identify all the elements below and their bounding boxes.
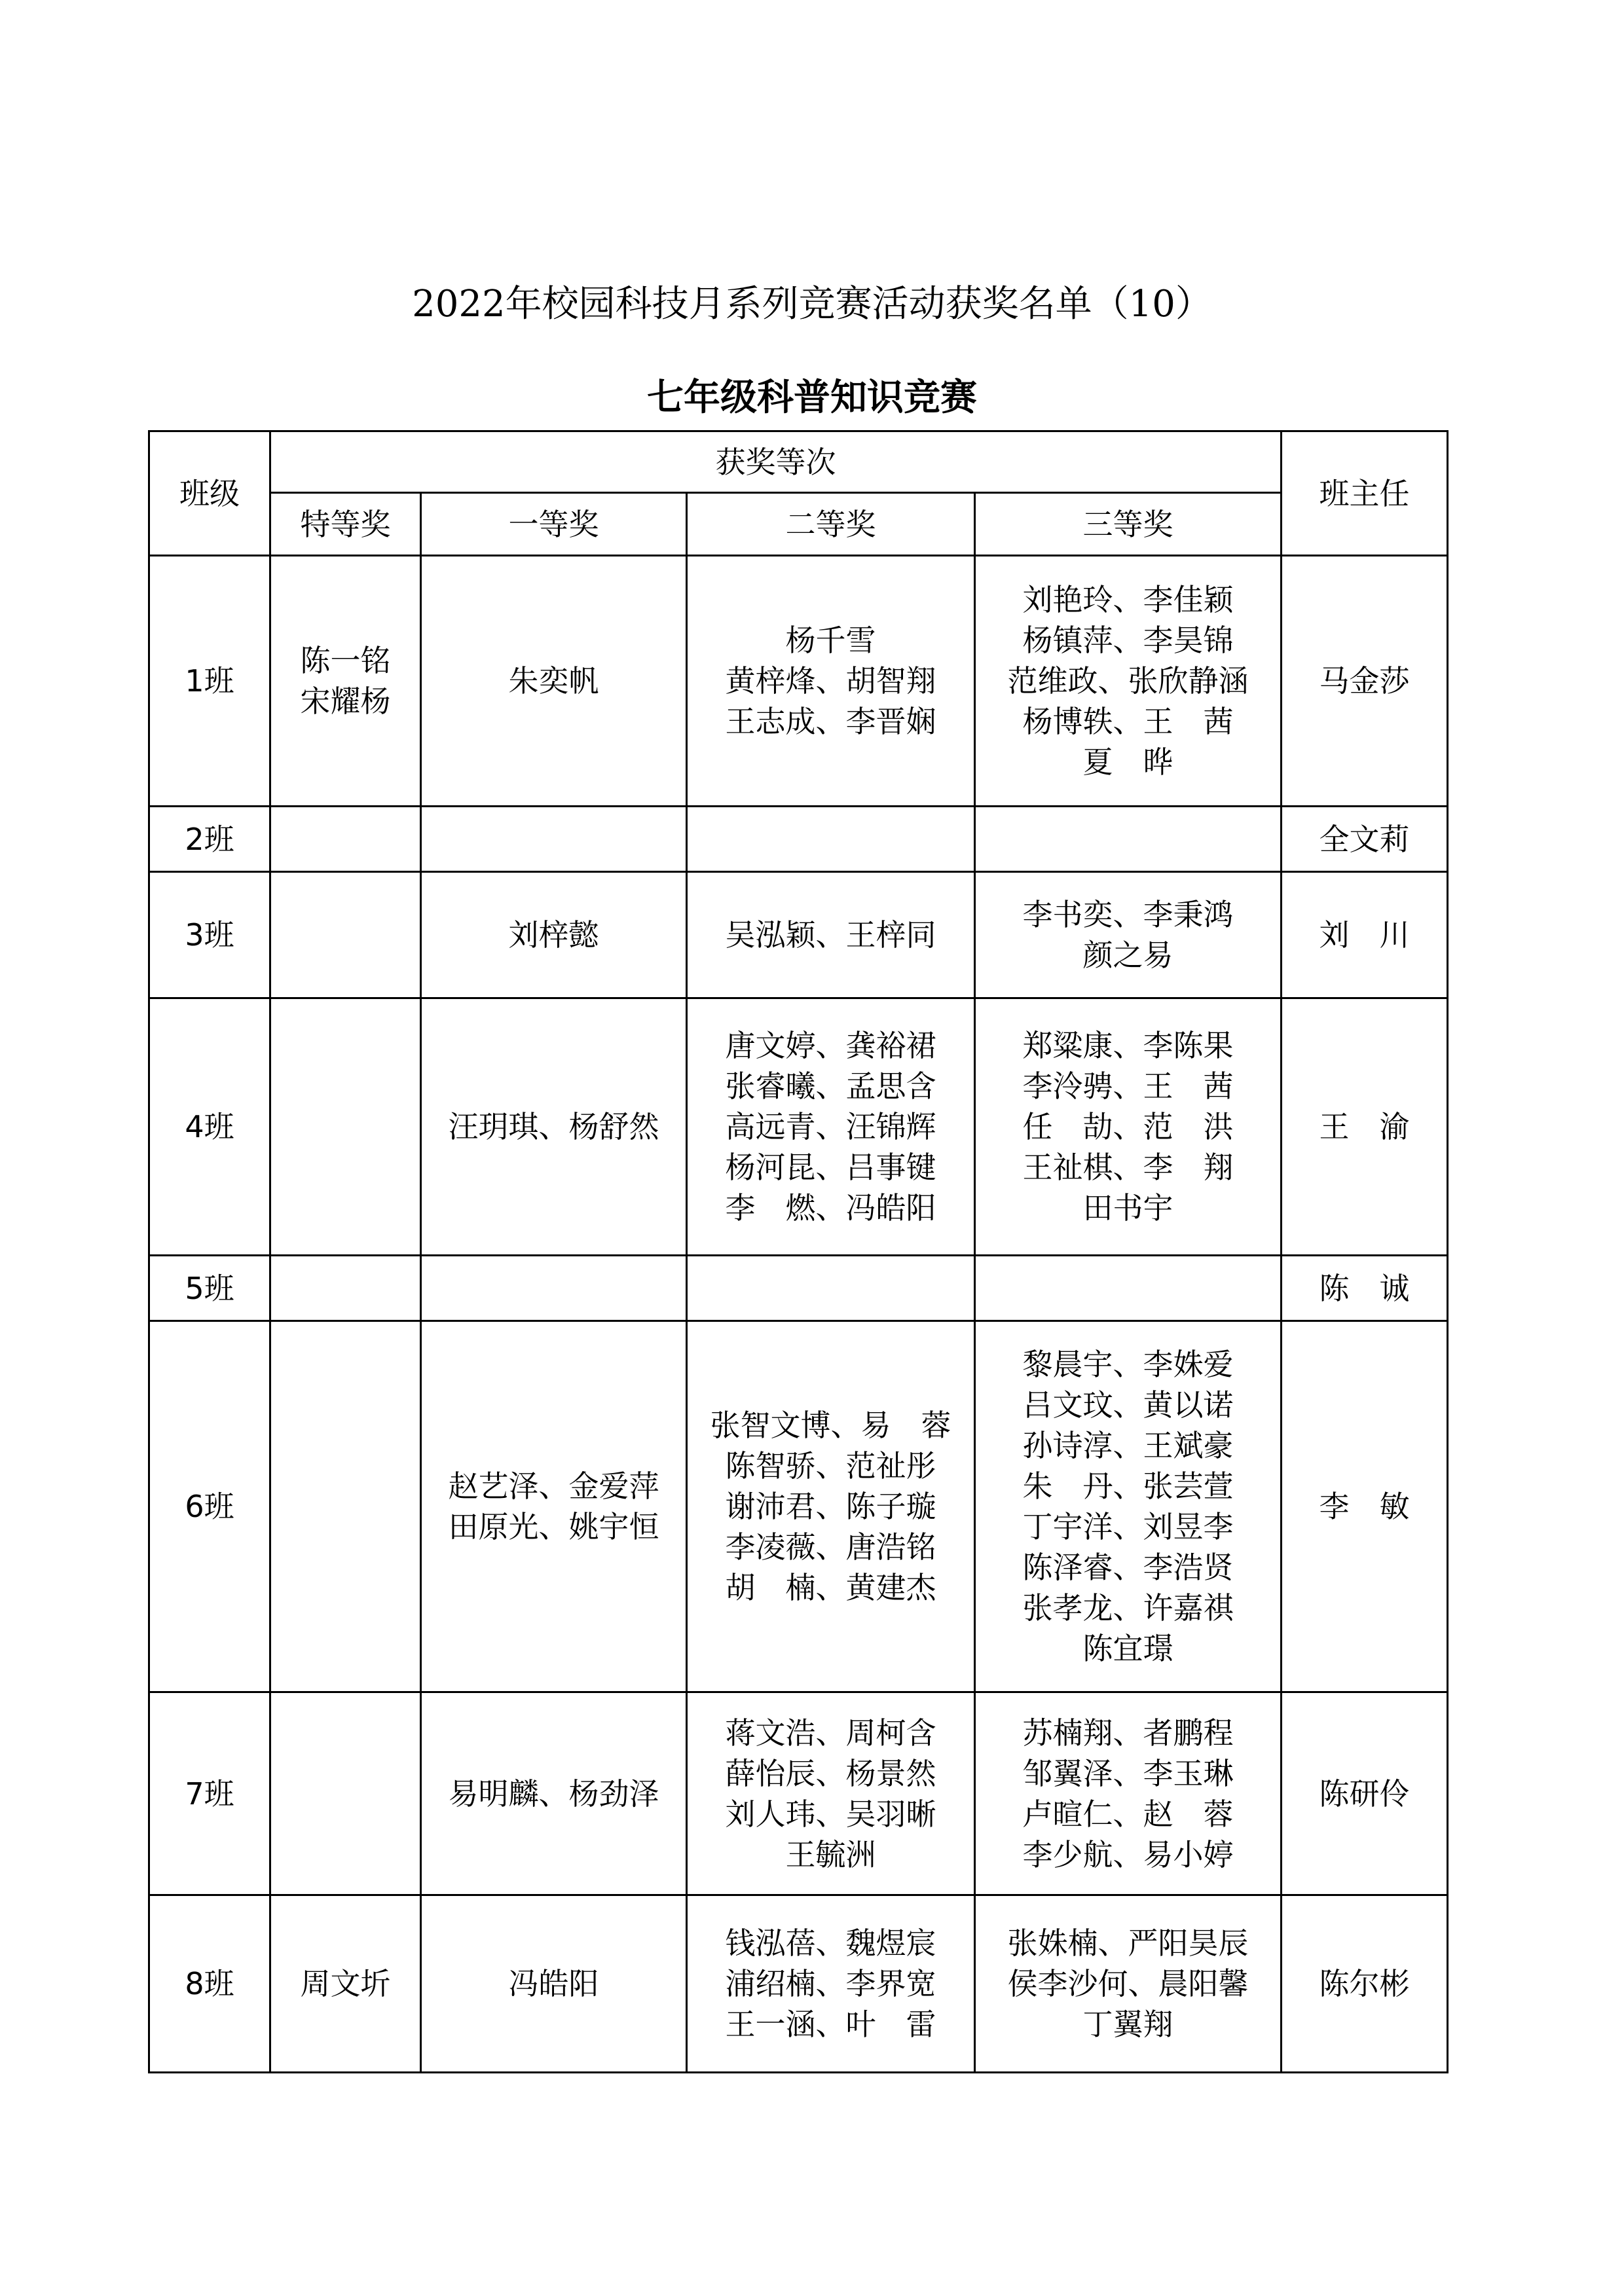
third-award-cell: [975, 1321, 1282, 1692]
special-award-cell: [270, 1692, 421, 1895]
special-award-cell: [270, 1256, 421, 1321]
table-row: [149, 998, 1448, 1256]
winner-names: 谢沛君、陈子璇: [725, 1489, 936, 1524]
class-cell: 3班: [149, 872, 270, 998]
winner-names: 朱 丹、张芸萱: [1022, 1468, 1234, 1504]
first-award-cell: [421, 872, 687, 998]
winner-names: 范维政、张欣静涵: [1007, 663, 1249, 699]
winner-names: 高远青、汪锦辉: [725, 1109, 936, 1144]
header-awards: 获奖等次: [270, 431, 1282, 493]
winner-names: 刘梓懿: [508, 917, 599, 953]
table-row: [149, 1321, 1448, 1692]
table-row: [149, 807, 1448, 872]
class-cell: 1班: [149, 556, 270, 807]
teacher-cell: 陈 诚: [1282, 1256, 1448, 1321]
winner-names: 唐文婷、龚裕裙: [725, 1028, 936, 1063]
winner-names: 蒋文浩、周柯含: [725, 1715, 936, 1751]
class-cell: 7班: [149, 1692, 270, 1895]
winner-names: 黄梓烽、胡智翔: [725, 663, 936, 699]
winner-names: 杨镇萍、李昊锦: [1022, 623, 1234, 658]
winner-names: 王毓洲: [785, 1836, 876, 1872]
winner-names: 吕文玟、黄以诺: [1022, 1387, 1234, 1423]
winner-names: 李 燃、冯皓阳: [725, 1190, 936, 1226]
winner-names: 张睿曦、孟思含: [725, 1068, 936, 1104]
awards-table: [148, 430, 1449, 2073]
special-award-cell: [270, 1895, 421, 2073]
header-third: 三等奖: [975, 493, 1282, 556]
second-award-cell: [687, 1256, 975, 1321]
second-award-cell: [687, 556, 975, 807]
winner-names: 苏楠翔、者鹏程: [1022, 1715, 1234, 1751]
header-class: 班级: [149, 431, 270, 556]
winner-names: 张姝楠、严阳昊辰: [1007, 1925, 1249, 1961]
third-award-cell: [975, 998, 1282, 1256]
teacher-cell: 陈尔彬: [1282, 1895, 1448, 2073]
special-award-cell: [270, 1321, 421, 1692]
header-special: 特等奖: [270, 493, 421, 556]
winner-names: 赵艺泽、金爱萍: [448, 1468, 659, 1504]
winner-names: 胡 楠、黄建杰: [725, 1570, 936, 1605]
winner-names: 朱奕帆: [508, 663, 599, 699]
winner-names: 郑粱康、李陈果: [1022, 1028, 1234, 1063]
document-subtitle: 七年级科普知识竞赛: [647, 376, 977, 419]
winner-names: 黎晨宇、李姝爱: [1022, 1347, 1234, 1382]
winner-names: 夏 晔: [1082, 744, 1173, 780]
winner-names: 邹翼泽、李玉琳: [1022, 1755, 1234, 1791]
third-award-cell: [975, 1692, 1282, 1895]
winner-names: 李凌薇、唐浩铭: [725, 1529, 936, 1565]
winner-names: 钱泓蓓、魏煜宸: [725, 1925, 936, 1961]
table-body: [149, 556, 1448, 2073]
winner-names: 浦绍楠、李界宽: [725, 1966, 936, 2001]
header-teacher: 班主任: [1282, 431, 1448, 556]
first-award-cell: [421, 1895, 687, 2073]
winner-names: 侯李沙何、晨阳馨: [1007, 1966, 1249, 2001]
special-award-cell: [270, 556, 421, 807]
third-award-cell: [975, 872, 1282, 998]
first-award-cell: [421, 998, 687, 1256]
winner-names: 李少航、易小婷: [1022, 1836, 1234, 1872]
winner-names: 颜之易: [1082, 938, 1173, 973]
winner-names: 李泠骋、王 茜: [1022, 1068, 1234, 1104]
second-award-cell: [687, 807, 975, 872]
class-cell: 2班: [149, 807, 270, 872]
special-award-cell: [270, 872, 421, 998]
winner-names: 刘艳玲、李佳颖: [1022, 582, 1234, 617]
winner-names: 王一涵、叶 雷: [725, 2007, 936, 2042]
winner-names: 孙诗淳、王斌豪: [1022, 1428, 1234, 1463]
third-award-cell: [975, 556, 1282, 807]
special-award-cell: [270, 998, 421, 1256]
class-cell: 5班: [149, 1256, 270, 1321]
winner-names: 易明麟、杨劲泽: [448, 1776, 659, 1812]
winner-names: 张孝龙、许嘉祺: [1022, 1590, 1234, 1626]
winner-names: 宋耀杨: [300, 683, 391, 719]
first-award-cell: [421, 1692, 687, 1895]
second-award-cell: [687, 1692, 975, 1895]
table-row: [149, 1895, 1448, 2073]
winner-names: 周文圻: [300, 1966, 391, 2001]
winner-names: 张智文博、易 蓉: [710, 1408, 951, 1443]
winner-names: 陈一铭: [300, 643, 391, 678]
winner-names: 丁翼翔: [1082, 2007, 1173, 2042]
winner-names: 陈泽睿、李浩贤: [1022, 1550, 1234, 1585]
winner-names: 李书奕、李秉鸿: [1022, 897, 1234, 932]
winner-names: 汪玥琪、杨舒然: [448, 1109, 659, 1144]
winner-names: 杨河昆、吕事键: [725, 1150, 936, 1185]
third-award-cell: [975, 807, 1282, 872]
winner-names: 丁宇洋、刘昱李: [1022, 1509, 1234, 1544]
class-cell: 6班: [149, 1321, 270, 1692]
teacher-cell: 王 渝: [1282, 998, 1448, 1256]
winner-names: 王志成、李晋娴: [725, 704, 936, 739]
winner-names: 陈智骄、范祉彤: [725, 1448, 936, 1484]
teacher-cell: 陈研伶: [1282, 1692, 1448, 1895]
class-cell: 8班: [149, 1895, 270, 2073]
special-award-cell: [270, 807, 421, 872]
winner-names: 卢暄仁、赵 蓉: [1022, 1796, 1234, 1832]
second-award-cell: [687, 998, 975, 1256]
teacher-cell: 刘 川: [1282, 872, 1448, 998]
table-row: [149, 872, 1448, 998]
winner-names: 陈宜璟: [1082, 1631, 1173, 1666]
winner-names: 田书宇: [1082, 1190, 1173, 1226]
winner-names: 薛怡辰、杨景然: [725, 1755, 936, 1791]
winner-names: 吴泓颖、王梓同: [725, 917, 936, 953]
first-award-cell: [421, 1256, 687, 1321]
class-cell: 4班: [149, 998, 270, 1256]
first-award-cell: [421, 1321, 687, 1692]
teacher-cell: 马金莎: [1282, 556, 1448, 807]
second-award-cell: [687, 872, 975, 998]
third-award-cell: [975, 1895, 1282, 2073]
table-row: [149, 1256, 1448, 1321]
third-award-cell: [975, 1256, 1282, 1321]
header-first: 一等奖: [421, 493, 687, 556]
second-award-cell: [687, 1895, 975, 2073]
first-award-cell: [421, 556, 687, 807]
winner-names: 刘人玮、吴羽晰: [725, 1796, 936, 1832]
first-award-cell: [421, 807, 687, 872]
winner-names: 任 劼、范 洪: [1022, 1109, 1234, 1144]
winner-names: 王祉棋、李 翔: [1022, 1150, 1234, 1185]
winner-names: 杨博轶、王 茜: [1022, 704, 1234, 739]
document-title: 2022年校园科技月系列竞赛活动获奖名单（10）: [412, 283, 1212, 325]
teacher-cell: 全文莉: [1282, 807, 1448, 872]
second-award-cell: [687, 1321, 975, 1692]
winner-names: 冯皓阳: [508, 1966, 599, 2001]
winner-names: 田原光、姚宇恒: [448, 1509, 659, 1544]
table-row: [149, 556, 1448, 807]
teacher-cell: 李 敏: [1282, 1321, 1448, 1692]
header-second: 二等奖: [687, 493, 975, 556]
winner-names: 杨千雪: [785, 623, 876, 658]
table-row: [149, 1692, 1448, 1895]
